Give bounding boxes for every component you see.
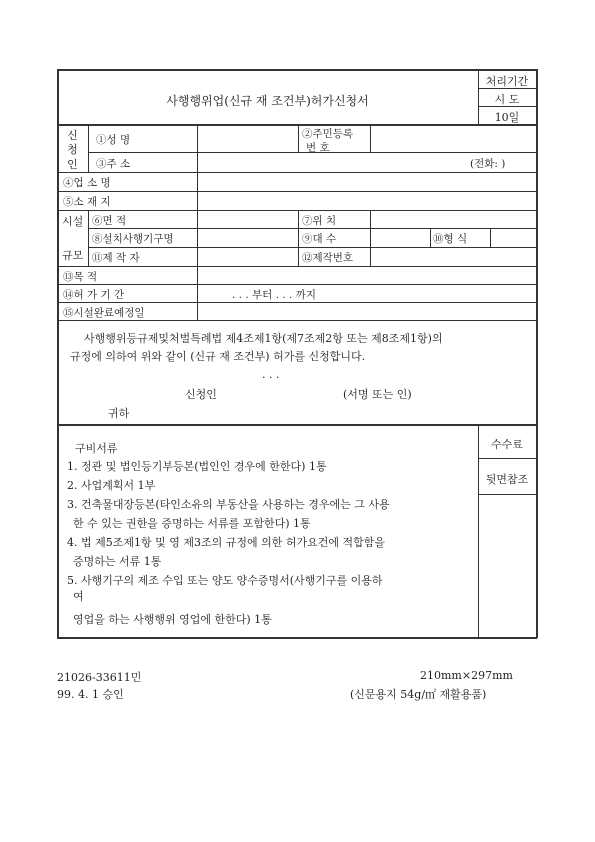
completion-field[interactable]	[199, 303, 537, 322]
frame-right	[536, 69, 538, 638]
business-name-field[interactable]	[199, 173, 537, 192]
declaration-date-dots: . . .	[262, 368, 280, 381]
list-item: 2. 사업계획서 1부	[67, 479, 156, 492]
facility-area-label: ⑥면 적	[92, 215, 127, 227]
processing-period-value: 10일	[494, 111, 520, 124]
list-item: 영업을 하는 사행행위 영업에 한한다) 1통	[73, 613, 272, 626]
list-item: 증명하는 서류 1통	[73, 555, 162, 568]
period-label: ⑭허 가 기 간	[63, 289, 125, 301]
list-item: 4. 법 제5조제1항 및 영 제3조의 규정에 의한 허가요건에 적합함을	[67, 536, 385, 549]
footer-approval: 99. 4. 1 승인	[57, 688, 124, 701]
purpose-field[interactable]	[199, 267, 537, 286]
footer-form-code: 21026-33611민	[57, 671, 142, 684]
facility-position-label: ⑦위 치	[302, 215, 337, 227]
facility-quantity-label: ⑨대 수	[302, 233, 337, 245]
applicant-reg-no-label-1: ②주민등록	[302, 128, 354, 140]
declaration-line-1: 사행행위등규제및처벌특례법 제4조제1항(제7조제2항 또는 제8조제1항)의	[84, 332, 443, 345]
processing-period-unit: 시 도	[494, 93, 520, 106]
facility-device-name-label: ⑧설치사행기구명	[92, 233, 174, 245]
facility-serial-field[interactable]	[372, 248, 536, 267]
list-item: 한 수 있는 권한을 증명하는 서류를 포함한다) 1통	[73, 517, 311, 530]
applicant-group-label-2: 청	[67, 143, 78, 156]
applicant-name-field[interactable]	[199, 131, 299, 150]
applicant-reg-no-label-2: 번 호	[306, 142, 330, 154]
list-item: 여	[73, 590, 84, 603]
applicant-name-label: ①성 명	[96, 134, 131, 146]
list-item: 5. 사행기구의 제조 수입 또는 양도 양수증명서(사행기구를 이용하	[67, 574, 383, 587]
facility-serial-label: ⑫제작번호	[302, 252, 354, 264]
period-value: . . . 부터 . . . 까지	[232, 289, 316, 301]
facility-maker-field[interactable]	[199, 248, 299, 267]
applicant-address-field[interactable]	[199, 154, 471, 173]
facility-maker-label: ⑪제 작 자	[92, 252, 140, 264]
fee-label: 수수료	[491, 438, 523, 451]
applicant-address-label: ③주 소	[96, 158, 131, 170]
frame-bottom	[57, 637, 537, 639]
form-title: 사행행위업(신규 재 조건부)허가신청서	[166, 94, 369, 108]
frame-top	[57, 69, 537, 71]
business-location-field[interactable]	[199, 192, 537, 211]
footer-paper-type: (신문용지 54g/㎡ 재활용품)	[350, 688, 487, 701]
facility-group-label-2: 규모	[62, 249, 84, 262]
purpose-label: ⑬목 적	[63, 271, 98, 283]
facility-type-label: ⑩형 식	[433, 233, 468, 245]
facility-type-field[interactable]	[492, 229, 536, 248]
declaration-signature-label: (서명 또는 인)	[343, 388, 412, 401]
declaration-recipient: 귀하	[108, 407, 130, 420]
documents-heading: 구비서류	[75, 442, 118, 455]
list-item: 3. 건축물대장등본(타인소유의 부동산을 사용하는 경우에는 그 사용	[67, 498, 390, 511]
facility-quantity-field[interactable]	[372, 229, 432, 248]
applicant-reg-no-field[interactable]	[372, 131, 536, 150]
footer-paper-size: 210mm×297mm	[420, 669, 513, 682]
fee-note: 뒷면참조	[485, 473, 529, 486]
applicant-group-label-3: 인	[67, 158, 78, 171]
processing-period-label: 처리기간	[485, 75, 529, 88]
business-name-label: ④업 소 명	[63, 177, 111, 189]
facility-area-field[interactable]	[199, 211, 299, 230]
declaration-applicant-label: 신청인	[185, 388, 217, 401]
completion-label: ⑮시설완료예정일	[63, 307, 145, 319]
list-item: 1. 정관 및 법인등기부등본(법인인 경우에 한한다) 1통	[67, 460, 327, 473]
facility-group-label-1: 시설	[62, 215, 84, 228]
facility-device-name-field[interactable]	[199, 229, 299, 248]
facility-position-field[interactable]	[372, 211, 536, 230]
declaration-line-2: 규정에 의하여 위와 같이 (신규 재 조건부) 허가를 신청합니다.	[70, 350, 366, 363]
applicant-group-label-1: 신	[67, 129, 78, 142]
business-location-label: ⑤소 재 지	[63, 196, 111, 208]
applicant-phone-label: (전화: )	[470, 158, 506, 170]
